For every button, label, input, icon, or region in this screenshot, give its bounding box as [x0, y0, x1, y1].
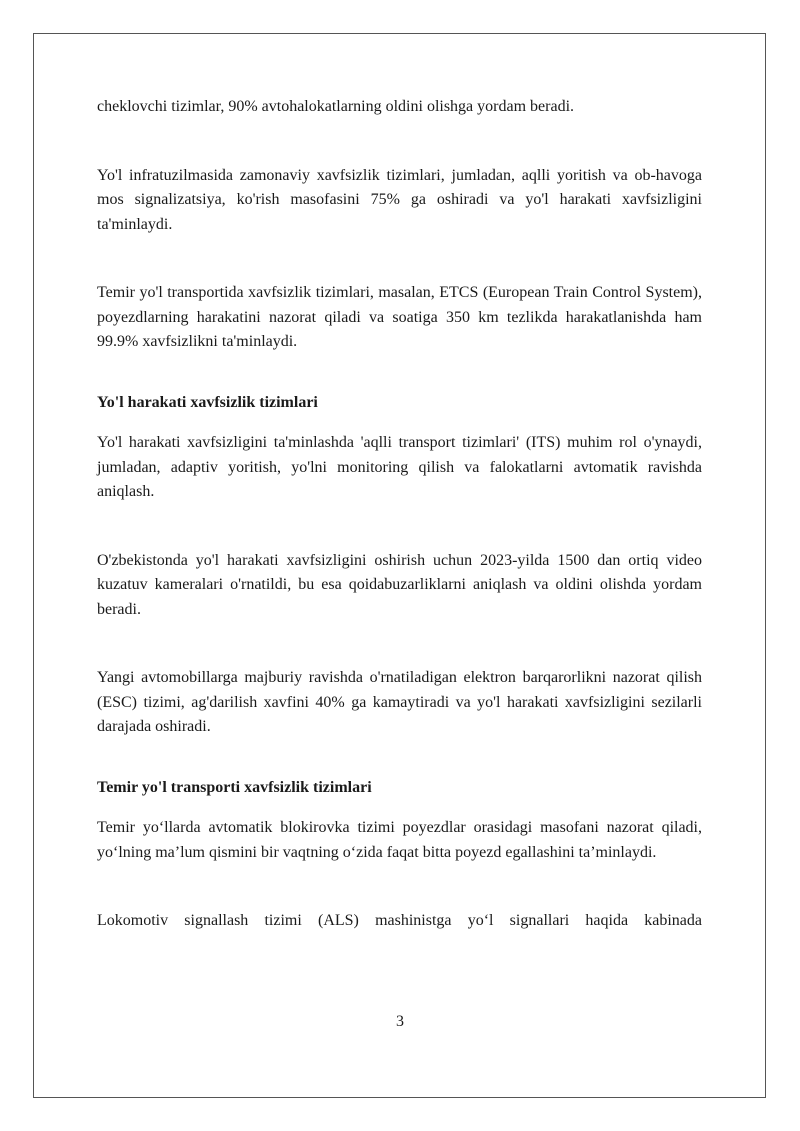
paragraph-1: cheklovchi tizimlar, 90% avtohalokatlarning oldini olishga yordam beradi. — [97, 98, 575, 115]
paragraph-6: Yangi avtomobillarga majburiy ravishda o'rnatiladigan elektron barqarorlikni nazorat qilish (ESC) tizimi, ag'darilish xavfini 40% ga kamaytiradi va yo'l harakati xavfsizligini sezilarli darajada oshiradi. — [97, 669, 702, 735]
paragraph-2: Yo'l infratuzilmasida zamonaviy xavfsizlik tizimlari, jumladan, aqlli yoritish va ob-havoga mos signalizatsiya, ko'rish masofasini 75% ga oshiradi va yo'l harakati xavfsizligini ta'minlaydi. — [97, 166, 702, 233]
section-heading-road-safety: Yo'l harakati xavfsizlik tizimlari — [97, 393, 318, 411]
document-body — [97, 95, 702, 934]
paragraph-8: Lokomotiv signallash tizimi (ALS) mashinistga yo‘l signallari haqida kabinada — [97, 912, 702, 929]
paragraph-3: Temir yo'l transportida xavfsizlik tizimlari, masalan, ETCS (European Train Control System), poyezdlarning harakatini nazorat qiladi va soatiga 350 km tezlikda harakatlanishda ham 99.9% xavfsizlikni ta'minlaydi. — [97, 284, 702, 350]
paragraph-7: Temir yo‘llarda avtomatik blokirovka tizimi poyezdlar orasidagi masofani nazorat qiladi, yo‘lning ma’lum qismini bir vaqtning o‘zida faqat bitta poyezd egallashini ta’minlaydi. — [97, 819, 702, 861]
page-number: 3 — [396, 1013, 404, 1030]
paragraph-4: Yo'l harakati xavfsizligini ta'minlashda 'aqlli transport tizimlari' (ITS) muhim rol o'ynaydi, jumladan, adaptiv yoritish, yo'lni monitoring qilish va falokatlarni avtomatik ravishda aniqlash. — [97, 434, 702, 500]
section-heading-rail-safety: Temir yo'l transporti xavfsizlik tizimlari — [97, 778, 372, 796]
paragraph-5: O'zbekistonda yo'l harakati xavfsizligini oshirish uchun 2023-yilda 1500 dan ortiq video kuzatuv kameralari o'rnatildi, bu esa qoidabuzarliklarni aniqlash va oldini olishda yordam beradi. — [97, 551, 702, 618]
